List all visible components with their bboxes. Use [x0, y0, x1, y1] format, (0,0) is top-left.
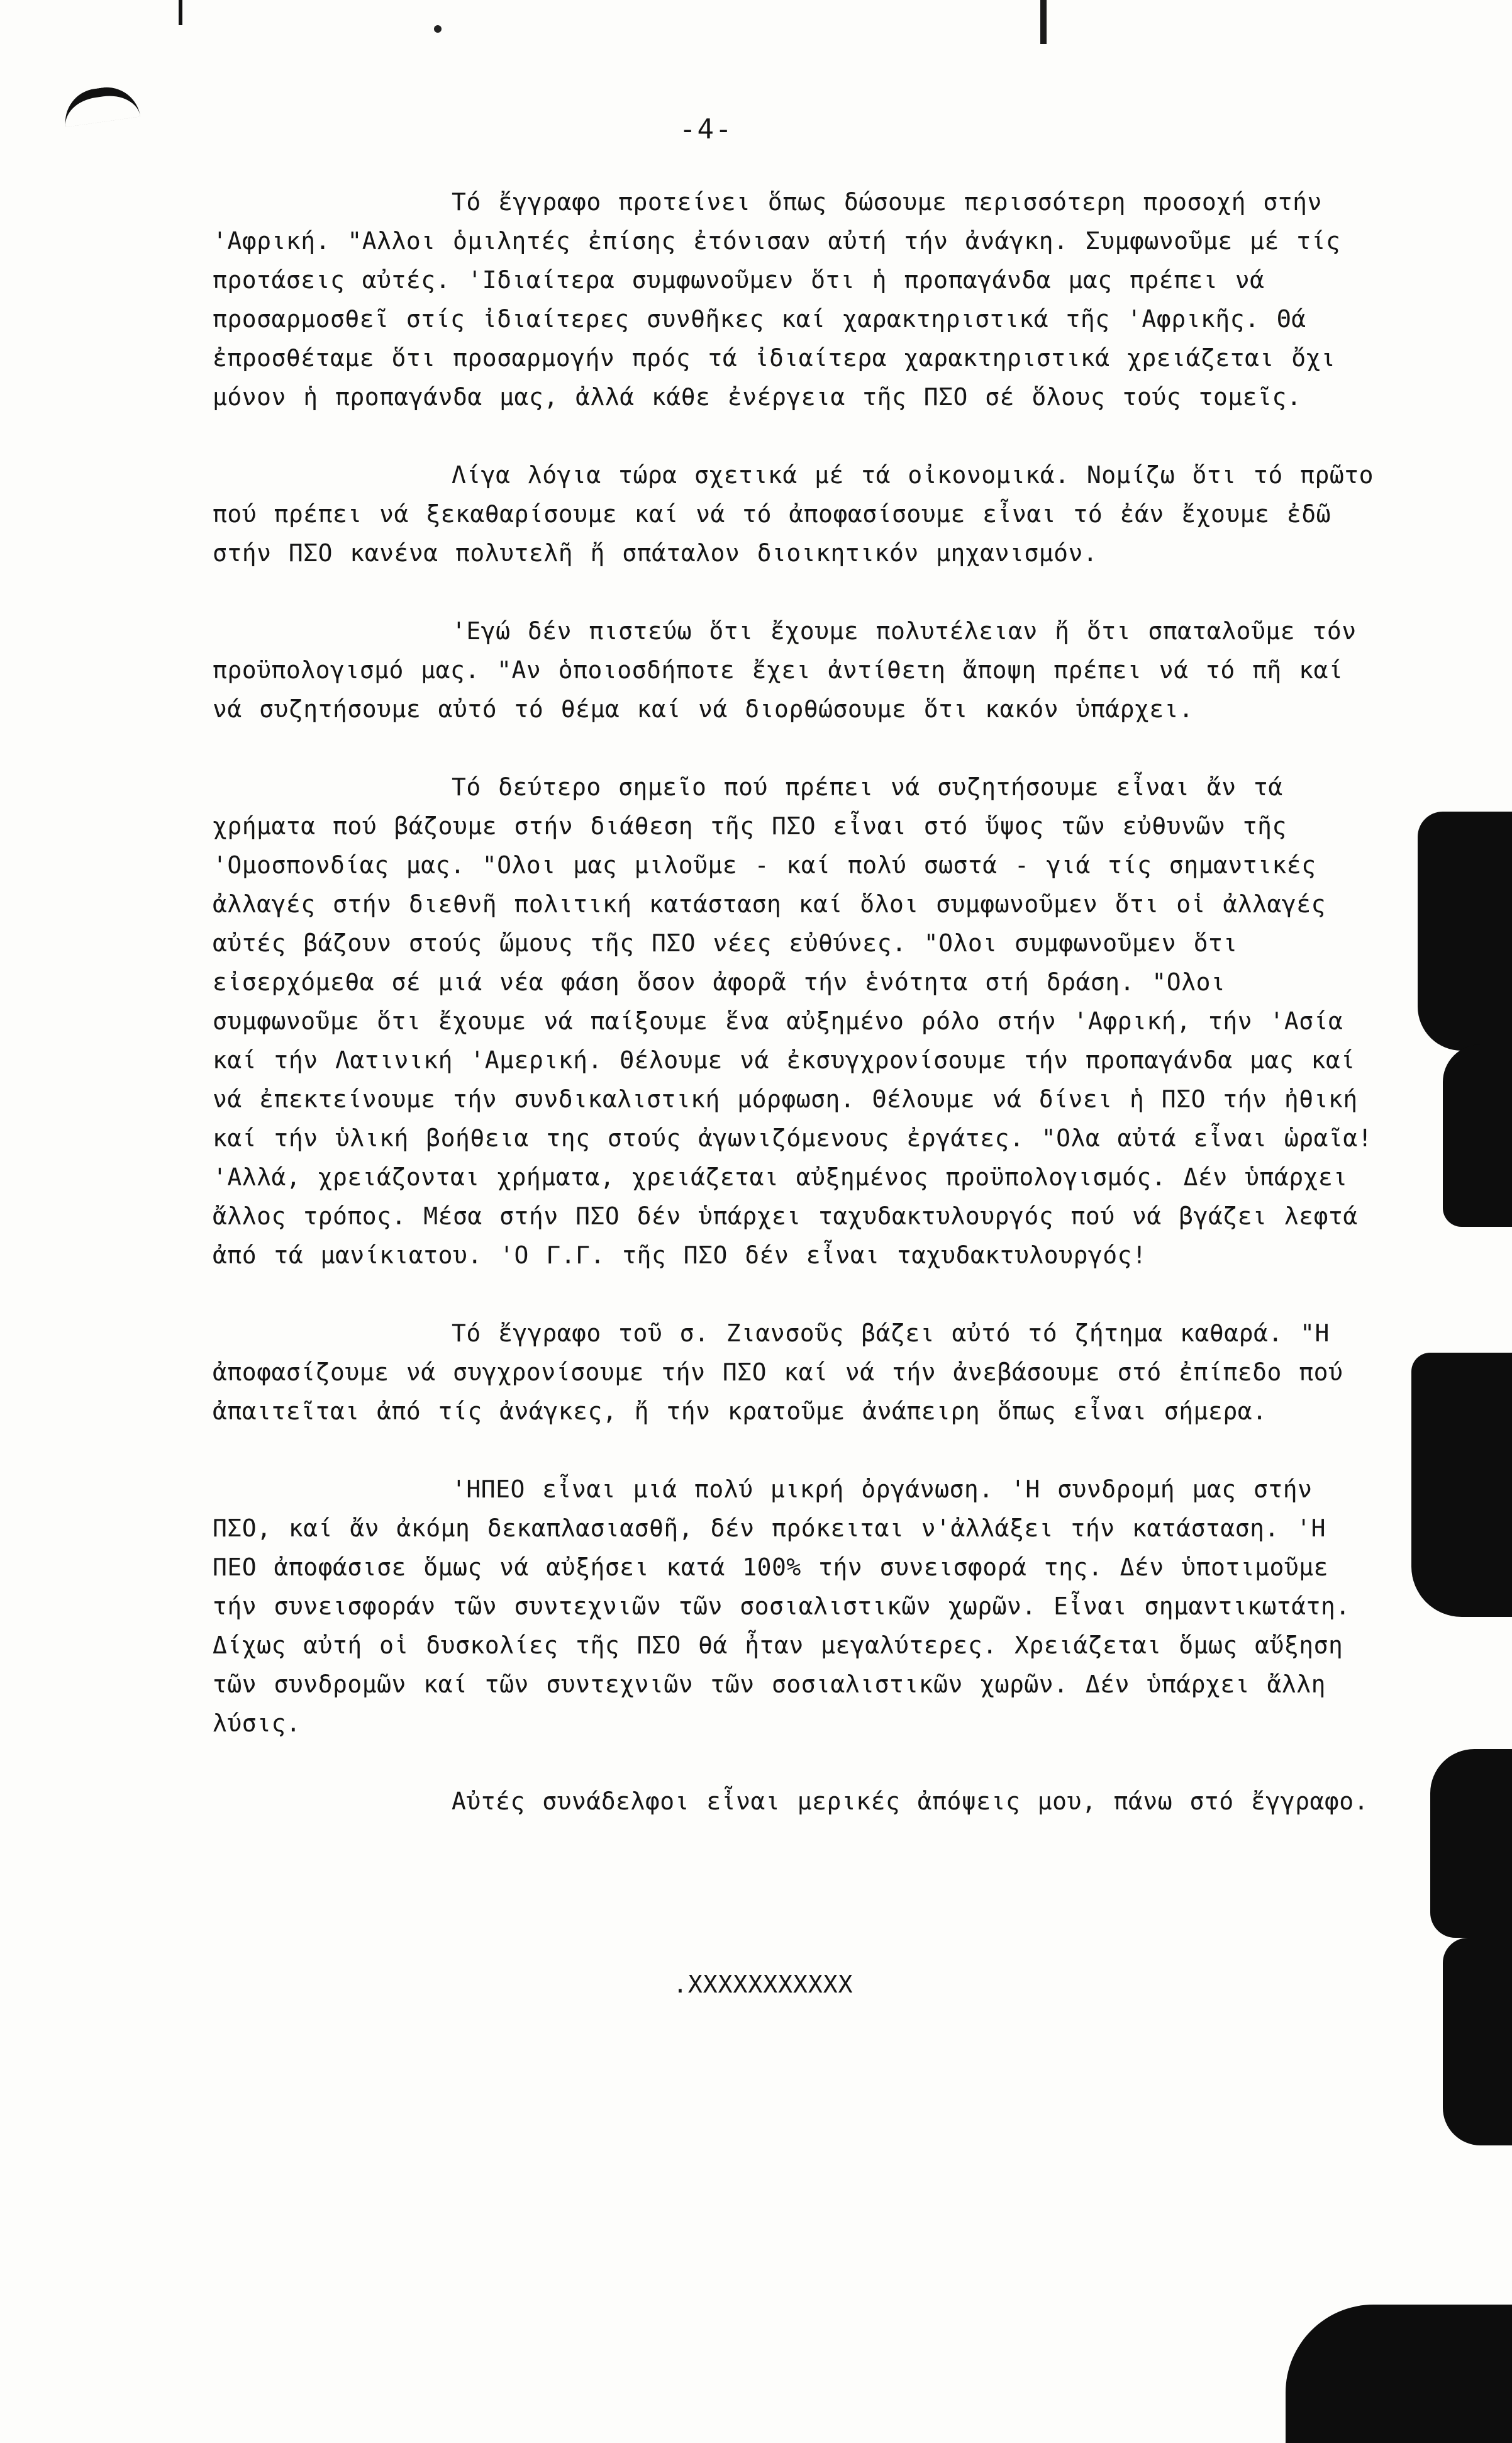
scan-mark — [1040, 0, 1047, 44]
scan-mark — [179, 0, 182, 25]
document-body — [213, 182, 1382, 1853]
scan-mark — [61, 83, 140, 127]
paragraph: 'ΗΠΕΟ εἶναι μιά πολύ μικρή ὀργάνωση. 'Η συνδρομή μας στήν ΠΣΟ, καί ἄν ἀκόμη δεκαπλασιασθῆ, δέν πρόκειται ν'ἀλλάξει τήν κατάσταση. 'Η ΠΕΟ ἀποφάσισε ὅμως νά αὐξήσει κατά 100% τήν συνεισφορά της. Δέν ὑποτιμοῦμε τήν συνεισφοράν τῶν συντεχνιῶν τῶν σοσιαλιστικῶν χωρῶν. Εἶναι σημαντικωτάτη. Δίχως αὐτή οἱ δυσκολίες τῆς ΠΣΟ θά ἦταν μεγαλύτερες. Χρειάζεται ὅμως αὔξηση τῶν συνδρομῶν καί τῶν συντεχνιῶν τῶν σοσιαλιστικῶν χωρῶν. Δέν ὑπάρχει ἄλλη λύσις. — [213, 1475, 1350, 1737]
paragraph: Αὐτές συνάδελφοι εἶναι μερικές ἀπόψεις μου, πάνω στό ἔγγραφο. — [452, 1787, 1369, 1815]
scan-blot — [1430, 1749, 1512, 1938]
paragraph: Λίγα λόγια τώρα σχετικά μέ τά οἰκονομικά. Νομίζω ὅτι τό πρῶτο πού πρέπει νά ξεκαθαρίσουμε καί νά τό ἀποφασίσουμε εἶναι τό ἐάν ἔχουμε ἐδῶ στήν ΠΣΟ κανένα πολυτελῆ ἤ σπάταλον διοικητικόν μηχανισμόν. — [213, 461, 1374, 567]
end-separator: .XXXXXXXXXXX — [673, 1971, 853, 1998]
paragraph: Τό δεύτερο σημεῖο πού πρέπει νά συζητήσουμε εἶναι ἄν τά χρήματα πού βάζουμε στήν διάθεση τῆς ΠΣΟ εἶναι στό ὕψος τῶν εὐθυνῶν τῆς 'Ομοσπονδίας μας. "Ολοι μας μιλοῦμε - καί πολύ σωστά - γιά τίς σημαντικές ἀλλαγές στήν διεθνῆ πολιτική κατάσταση καί ὅλοι συμφωνοῦμεν ὅτι οἱ ἀλλαγές αὐτές βάζουν στούς ὤμους τῆς ΠΣΟ νέες εὐθύνες. "Ολοι συμφωνοῦμεν ὅτι εἰσερχόμεθα σέ μιά νέα φάση ὅσον ἀφορᾶ τήν ἑνότητα στή δράση. "Ολοι συμφωνοῦμε ὅτι ἔχουμε νά παίξουμε ἕνα αὐξημένο ρόλο στήν 'Αφρική, τήν 'Ασία καί τήν Λατινική 'Αμερική. Θέλουμε νά ἐκσυγχρονίσουμε τήν προπαγάνδα μας καί νά ἐπεκτείνουμε τήν συνδικαλιστική μόρφωση. Θέλουμε νά δίνει ἡ ΠΣΟ τήν ἠθική καί τήν ὑλική βοήθεια της στούς ἀγωνιζόμενους ἐργάτες. "Ολα αὐτά εἶναι ὡραῖα! 'Αλλά, χρειάζονται χρήματα, χρειάζεται αὐξημένος προϋπολογισμός. Δέν ὑπάρχει ἄλλος τρόπος. Μέσα στήν ΠΣΟ δέν ὑπάρχει ταχυδακτυλουργός πού νά βγάζει λεφτά ἀπό τά μανίκιατου. 'Ο Γ.Γ. τῆς ΠΣΟ δέν εἶναι ταχυδακτυλουργός! — [213, 773, 1373, 1269]
scan-dot — [434, 25, 442, 33]
scan-blot — [1286, 2305, 1512, 2443]
scan-blot — [1411, 1353, 1512, 1617]
scan-blot — [1443, 1044, 1512, 1227]
page-number: -4- — [679, 113, 733, 145]
paragraph: Τό ἔγγραφο τοῦ σ. Ζιανσοῦς βάζει αὐτό τό ζήτημα καθαρά. "Η ἀποφασίζουμε νά συγχρονίσουμε τήν ΠΣΟ καί νά τήν ἀνεβάσουμε στό ἐπίπεδο πού ἀπαιτεῖται ἀπό τίς ἀνάγκες, ἤ τήν κρατοῦμε ἀνάπειρη ὅπως εἶναι σήμερα. — [213, 1319, 1343, 1425]
paragraph: Τό ἔγγραφο προτείνει ὅπως δώσουμε περισσότερη προσοχή στήν 'Αφρική. "Αλλοι ὁμιλητές ἐπίσης ἐτόνισαν αὐτή τήν ἀνάγκη. Συμφωνοῦμε μέ τίς προτάσεις αὐτές. 'Ιδιαίτερα συμφωνοῦμεν ὅτι ἡ προπαγάνδα μας πρέπει νά προσαρμοσθεῖ στίς ἰδιαίτερες συνθῆκες καί χαρακτηριστικά τῆς 'Αφρικῆς. Θά ἐπροσθέταμε ὅτι προσαρμογήν πρός τά ἰδιαίτερα χαρακτηριστικά χρειάζεται ὄχι μόνον ἡ προπαγάνδα μας, ἀλλά κάθε ἐνέργεια τῆς ΠΣΟ σέ ὅλους τούς τομεῖς. — [213, 188, 1341, 411]
scan-blot — [1443, 1938, 1512, 2145]
scan-blot — [1418, 812, 1512, 1051]
paragraph: 'Εγώ δέν πιστεύω ὅτι ἔχουμε πολυτέλειαν ἤ ὅτι σπαταλοῦμε τόν προϋπολογισμό μας. "Αν ὁποιοσδήποτε ἔχει ἀντίθετη ἄποψη πρέπει νά τό πῆ καί νά συζητήσουμε αὐτό τό θέμα καί νά διορθώσουμε ὅτι κακόν ὑπάρχει. — [213, 617, 1357, 723]
